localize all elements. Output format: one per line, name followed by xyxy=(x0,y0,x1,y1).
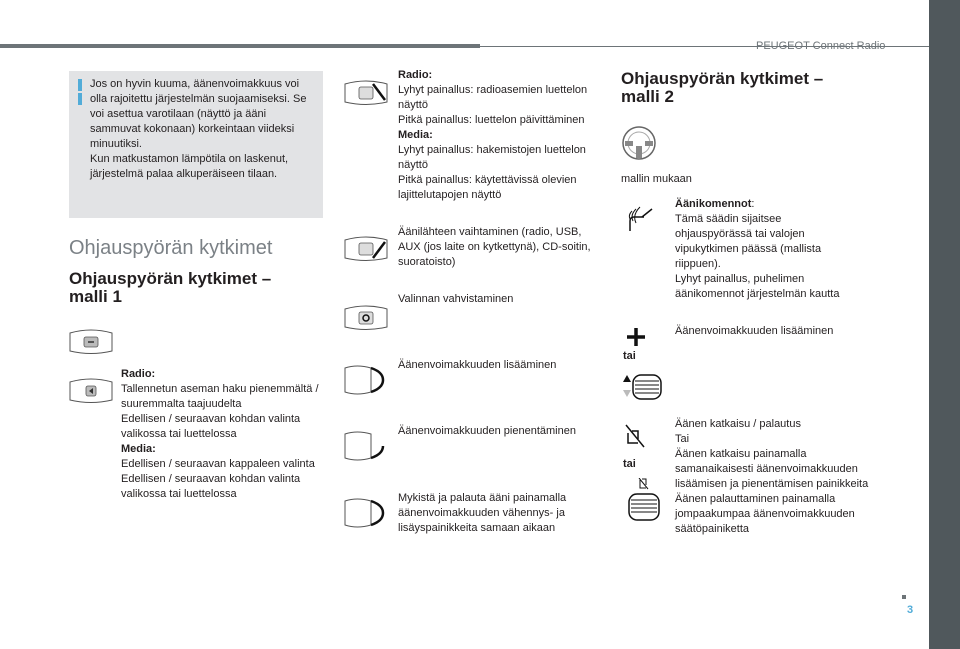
entry2-radio-text: Lyhyt painallus: radioasemien luettelon näyttö Pitkä painallus: luettelon päivittäminen xyxy=(398,84,588,126)
entry2-media-label: Media: xyxy=(398,129,433,141)
list-switch-icon xyxy=(343,80,389,106)
model1-entry4: Valinnan vahvistaminen xyxy=(398,293,514,305)
model1-entry6: Äänenvoimakkuuden pienentäminen xyxy=(398,425,576,437)
header-title: PEUGEOT Connect Radio xyxy=(756,40,886,52)
header-rule-left xyxy=(0,44,480,48)
info-icon-stem xyxy=(78,93,82,105)
model1-entry1 xyxy=(121,367,326,502)
model1-entry3: Äänilähteen vaihtaminen (radio, USB, AUX (jos laite on kytkettynä), CD-soitin, suoratoisto) xyxy=(398,226,591,268)
ok-switch-icon xyxy=(343,305,389,331)
model1-entry7: Mykistä ja palauta ääni painamalla äänenvoimakkuuden vähennys- ja lisäyspainikkeita samaan aikaan xyxy=(398,492,567,534)
section-title: Ohjauspyörän kytkimet xyxy=(69,237,273,259)
model2-mute: Äänen katkaisu / palautus Tai Äänen katkaisu painamalla samanaikaisesti äänenvoimakkuuden lisäämisen ja pienentämisen painikkeita Äänen palauttaminen painamalla jompaakumpaa äänenvoimakkuuden säätöpainiketta xyxy=(675,418,869,535)
model1-title: Ohjauspyörän kytkimet – malli 1 xyxy=(69,269,272,306)
voice-command-icon xyxy=(624,205,656,231)
model2-subtitle: mallin mukaan xyxy=(621,173,692,185)
mute-icon xyxy=(624,423,646,449)
source-switch-icon xyxy=(343,236,389,262)
volume-down-switch-icon xyxy=(343,428,387,464)
model1-entry5: Äänenvoimakkuuden lisääminen xyxy=(398,359,557,371)
seek-switch-icon xyxy=(68,378,114,404)
page-number: 3 xyxy=(907,604,914,616)
voice-label: Äänikomennot xyxy=(675,198,752,210)
model2-vol-up: Äänenvoimakkuuden lisääminen xyxy=(675,325,834,337)
entry2-radio-label: Radio: xyxy=(398,69,433,81)
info-box-text: Jos on hyvin kuuma, äänenvoimakkuus voi olla rajoitettu järjestelmän suojaamiseksi. Se voi asettua varotilaan (näyttö ja ääni sammuvat kokonaan) korkeintaan viideksi minuutiksi. Kun matkustamon lämpötila on laskenut, järjestelmä palaa alkuperäiseen tilaan. xyxy=(90,78,307,180)
plus-icon xyxy=(626,327,646,347)
steering-switch-icon xyxy=(68,329,114,355)
entry1-radio-text: Tallennetun aseman haku pienemmältä / suuremmalta taajuudelta Edellisen / seuraavan kohdan valinta valikossa tai luettelossa xyxy=(121,383,319,440)
info-box xyxy=(69,71,323,218)
or-label-2: tai xyxy=(623,458,636,470)
mute-roller-icon xyxy=(627,478,661,522)
steering-wheel-icon xyxy=(619,125,659,161)
voice-text: Tämä säädin sijaitsee ohjauspyörässä tai valojen vipukytkimen päässä (mallista riippuen). Lyhyt painallus, puhelimen äänikomennot järjestelmän kautta xyxy=(675,213,840,300)
or-label-1: tai xyxy=(623,350,636,362)
continue-marker xyxy=(902,595,906,599)
entry2-media-text: Lyhyt painallus: hakemistojen luettelon näyttö Pitkä painallus: käytettävissä olevien lajittelutapojen näyttö xyxy=(398,144,586,201)
info-icon xyxy=(78,79,82,91)
model1-entry2 xyxy=(398,68,603,203)
model2-voice: Äänikomennot: Tämä säädin sijaitsee ohjauspyörässä tai valojen vipukytkimen päässä (mallista riippuen). Lyhyt painallus, puhelimen äänikomennot järjestelmän kautta xyxy=(675,197,850,302)
model2-title: Ohjauspyörän kytkimet – malli 2 xyxy=(621,69,824,106)
side-tab xyxy=(929,0,960,649)
entry1-media-text: Edellisen / seuraavan kappaleen valinta Edellisen / seuraavan kohdan valinta valikossa tai luettelossa xyxy=(121,458,315,500)
entry1-radio-label: Radio: xyxy=(121,368,156,380)
volume-roller-icon xyxy=(619,373,665,401)
entry1-media-label: Media: xyxy=(121,443,156,455)
volume-up-switch-icon xyxy=(343,362,387,398)
mute-switch-icon xyxy=(343,495,387,531)
